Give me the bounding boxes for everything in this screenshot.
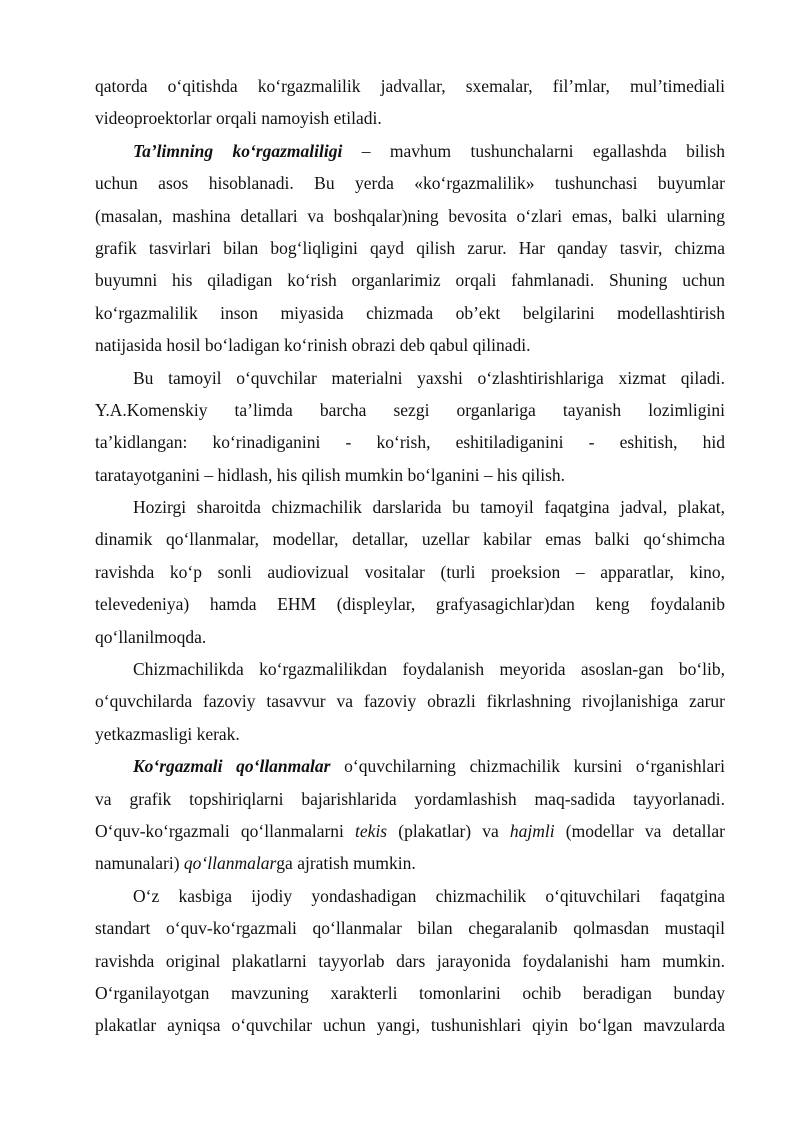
text-line [95, 977, 725, 1009]
text-line [95, 880, 725, 912]
italic-term: tekis [355, 820, 388, 841]
text-line [95, 102, 725, 134]
text-run: Chizmachilikda ko‘rgazmalilikdan foydalanish meyorida asoslan-gan bo‘lib, [133, 659, 725, 680]
text-run: ga ajratish mumkin. [276, 853, 416, 874]
text-line [95, 750, 725, 782]
text-line [95, 70, 725, 102]
text-run: O‘z kasbiga ijodiy yondashadigan chizmachilik o‘qituvchilari faqatgina [133, 885, 725, 906]
paragraph-5 [95, 653, 725, 750]
paragraph-6 [95, 750, 725, 880]
text-line [95, 394, 725, 426]
text-run: qatorda o‘qitishda ko‘rgazmalilik jadvallar, sxemalar, fil’mlar, mul’timediali [95, 76, 725, 96]
text-run: namunalari) [95, 853, 184, 874]
text-run: grafik tasvirlari bilan bog‘liqligini qayd qilish zarur. Har qanday tasvir, chizma [95, 237, 725, 258]
text-run: ko‘rgazmalilik inson miyasida chizmada ob’ekt belgilarini modellashtirish [95, 302, 725, 323]
text-line [95, 200, 725, 232]
text-run: taratayotganini – hidlash, his qilish mumkin bo‘lganini – his qilish. [95, 464, 566, 485]
text-run: ta’kidlangan: ko‘rinadiganini - ko‘rish, eshitiladiganini - eshitish, hid [95, 432, 725, 453]
text-run: (plakatlar) va [387, 820, 510, 841]
text-run: uchun asos hisoblanadi. Bu yerda «ko‘rgazmalilik» tushunchasi buyumlar [95, 173, 725, 194]
text-line [95, 685, 725, 717]
text-line [95, 847, 725, 879]
paragraph-4 [95, 491, 725, 653]
text-line [95, 815, 725, 847]
text-line [95, 912, 725, 944]
text-run: va grafik topshiriqlarni bajarishlarida yordamlashish maq-sadida tayyorlanadi. [95, 788, 725, 809]
text-run: standart o‘quv-ko‘rgazmali qo‘llanmalar bilan chegaralanib qolmasdan mustaqil [95, 918, 725, 939]
italic-term: hajmli [509, 820, 555, 841]
text-run: Bu tamoyil o‘quvchilar materialni yaxshi o‘zlashtirishlariga xizmat qiladi. [133, 367, 725, 388]
paragraph-2 [95, 135, 725, 362]
text-line [95, 653, 725, 685]
text-run: qo‘llanilmoqda. [95, 626, 207, 647]
text-run: ravishda ko‘p sonli audiovizual vositalar (turli proeksion – apparatlar, kino, [95, 561, 725, 582]
text-line [95, 556, 725, 588]
text-run: videoproektorlar orqali namoyish etiladi. [95, 108, 382, 129]
text-run: (modellar va detallar [554, 820, 726, 841]
text-line [95, 362, 725, 394]
text-run: O‘rganilayotgan mavzuning xarakterli tomonlarini ochib beradigan bunday [95, 982, 725, 1003]
text-run: yetkazmasligi kerak. [95, 723, 240, 744]
text-line [95, 264, 725, 296]
emphasis-term: Ta’limning ko‘rgazmaliligi [133, 140, 343, 161]
text-run: dinamik qo‘llanmalar, modellar, detallar, uzellar kabilar emas balki qo‘shimcha [95, 529, 725, 550]
text-line [95, 783, 725, 815]
text-run: Y.A.Komenskiy ta’limda barcha sezgi organlariga tayanish lozimligini [95, 399, 725, 420]
text-run: Hozirgi sharoitda chizmachilik darslarida bu tamoyil faqatgina jadval, plakat, [133, 497, 725, 518]
text-line [95, 329, 725, 361]
emphasis-term: Ko‘rgazmali qo‘llanmalar [133, 756, 331, 777]
text-run: natijasida hosil bo‘ladigan ko‘rinish obrazi deb qabul qilinadi. [95, 335, 531, 356]
text-run: plakatlar ayniqsa o‘quvchilar uchun yangi, tushunishlari qiyin bo‘lgan mavzularda [95, 1015, 725, 1036]
text-line [95, 1009, 725, 1041]
text-run: – mavhum tushunchalarni egallashda bilish [342, 140, 725, 161]
paragraph-3 [95, 362, 725, 492]
document-page [95, 70, 725, 1042]
text-run: o‘quvchilarning chizmachilik kursini o‘rganishlari [330, 756, 725, 777]
italic-term: qo‘llanmalar [183, 853, 277, 874]
text-line [95, 523, 725, 555]
text-line [95, 297, 725, 329]
text-run: o‘quvchilarda fazoviy tasavvur va fazoviy obrazli fikrlashning rivojlanishiga zarur [95, 691, 725, 712]
text-line [95, 426, 725, 458]
text-line [95, 135, 725, 167]
paragraph-7 [95, 880, 725, 1042]
text-line [95, 621, 725, 653]
text-run: O‘quv-ko‘rgazmali qo‘llanmalarni [95, 820, 356, 841]
text-line [95, 167, 725, 199]
text-line [95, 945, 725, 977]
text-run: (masalan, mashina detallari va boshqalar)ning bevosita o‘zlari emas, balki ularning [95, 205, 725, 226]
text-line [95, 588, 725, 620]
text-line [95, 491, 725, 523]
text-line [95, 459, 725, 491]
paragraph-1 [95, 70, 725, 135]
text-run: ravishda original plakatlarni tayyorlab dars jarayonida foydalanishi ham mumkin. [95, 950, 725, 971]
text-run: buyumni his qiladigan ko‘rish organlarimiz orqali fahmlanadi. Shuning uchun [95, 270, 725, 291]
text-run: televedeniya) hamda EHM (displeylar, grafyasagichlar)dan keng foydalanib [95, 594, 725, 615]
text-line [95, 232, 725, 264]
text-line [95, 718, 725, 750]
